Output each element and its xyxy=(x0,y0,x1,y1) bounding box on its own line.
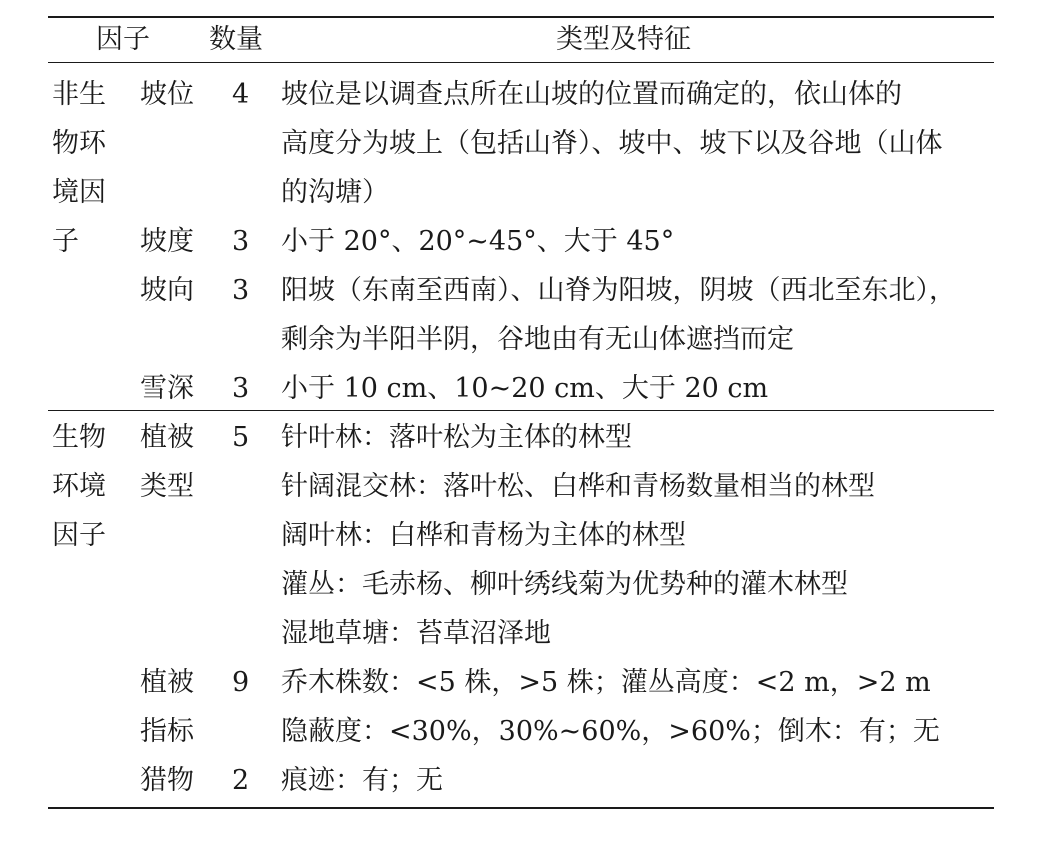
factor-description-line: 针阔混交林：落叶松、白桦和青杨数量相当的林型 xyxy=(281,471,875,502)
header-factor: 因子 xyxy=(96,24,150,55)
factor-name: 植被 xyxy=(140,422,194,453)
group-label-line: 非生 xyxy=(52,79,106,110)
factor-count: 3 xyxy=(232,226,250,257)
group-label-line: 子 xyxy=(52,226,79,257)
factor-name: 猎物 xyxy=(140,765,194,796)
factor-description-line: 坡位是以调查点所在山坡的位置而确定的，依山体的 xyxy=(281,79,902,110)
factor-description-line: 乔木株数：<5 株，>5 株；灌丛高度：<2 m，>2 m xyxy=(281,667,931,698)
factor-name: 坡向 xyxy=(140,275,194,306)
header-count: 数量 xyxy=(209,24,263,55)
group-label-line: 因子 xyxy=(52,520,106,551)
factor-description-line: 隐蔽度：<30%，30%~60%，>60%；倒木：有；无 xyxy=(281,716,940,747)
factor-name: 类型 xyxy=(140,471,194,502)
header-type: 类型及特征 xyxy=(556,24,691,55)
factor-description-line: 小于 20°、20°~45°、大于 45° xyxy=(281,226,675,257)
table-header-rule xyxy=(48,62,994,63)
factor-description-line: 灌丛：毛赤杨、柳叶绣线菊为优势种的灌木林型 xyxy=(281,569,848,600)
table-bottom-rule xyxy=(48,807,994,809)
group-label-line: 物环 xyxy=(52,128,106,159)
factor-count: 5 xyxy=(232,422,250,453)
factor-description-line: 的沟塘） xyxy=(281,177,389,208)
factor-name: 植被 xyxy=(140,667,194,698)
factor-count: 2 xyxy=(232,765,250,796)
factor-name: 雪深 xyxy=(140,373,194,404)
group-label-line: 环境 xyxy=(52,471,106,502)
group-label-line: 境因 xyxy=(52,177,106,208)
factor-count: 3 xyxy=(232,373,250,404)
factor-description-line: 小于 10 cm、10~20 cm、大于 20 cm xyxy=(281,373,769,404)
factor-description-line: 高度分为坡上（包括山脊）、坡中、坡下以及谷地（山体 xyxy=(281,128,943,159)
factor-name: 指标 xyxy=(140,716,194,747)
factor-name: 坡度 xyxy=(140,226,194,257)
factor-description-line: 痕迹：有；无 xyxy=(281,765,443,796)
factor-count: 4 xyxy=(232,79,250,110)
factor-description-line: 阳坡（东南至西南）、山脊为阳坡，阴坡（西北至东北）， xyxy=(281,275,956,306)
factor-description-line: 阔叶林：白桦和青杨为主体的林型 xyxy=(281,520,686,551)
factor-name: 坡位 xyxy=(140,79,194,110)
factor-description-line: 剩余为半阳半阴，谷地由有无山体遮挡而定 xyxy=(281,324,794,355)
factor-description-line: 湿地草塘：苔草沼泽地 xyxy=(281,618,551,649)
group-label-line: 生物 xyxy=(52,422,106,453)
factor-count: 9 xyxy=(232,667,250,698)
factor-description-line: 针叶林：落叶松为主体的林型 xyxy=(281,422,632,453)
factor-count: 3 xyxy=(232,275,250,306)
table-top-rule xyxy=(48,16,994,18)
